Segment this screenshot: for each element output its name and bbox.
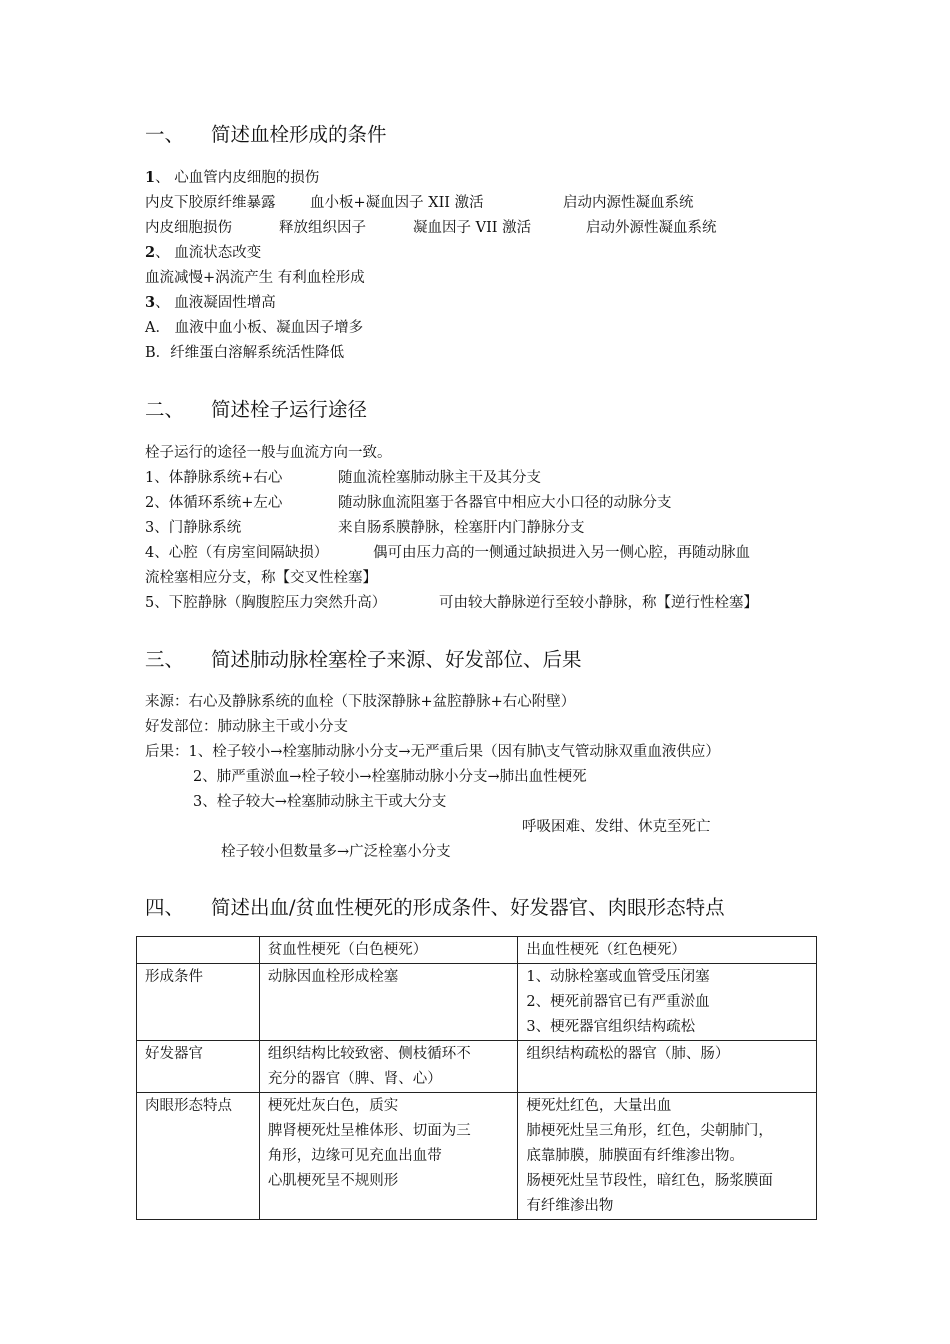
table-row bbox=[137, 964, 817, 1041]
cell-morphology-hemorrhagic: 梗死灶红色，大量出血 肺梗死灶呈三角形，红色，尖朝肺门， 底靠肺膜，肺膜面有纤维渗出物。 肠梗死灶呈节段性，暗红色，肠浆膜面 有纤维渗出物 bbox=[518, 1093, 817, 1220]
cell-morphology-anemic: 梗死灶灰白色，质实 脾肾梗死灶呈椎体形、切面为三 角形，边缘可见充血出血带 心肌梗死呈不规则形 bbox=[259, 1093, 518, 1220]
s1-row-2-col-2: 释放组织因子 bbox=[279, 220, 366, 236]
s1-row-1-col-1: 内皮下胶原纤维暴露 bbox=[145, 195, 276, 211]
s3-result-3-outcome: 呼吸困难、发绀、休克至死亡 bbox=[522, 819, 711, 835]
section-1-heading bbox=[145, 122, 387, 148]
s2-item-4-cont: 流栓塞相应分支，称【交叉性栓塞】 bbox=[145, 570, 377, 586]
section-3-title: 简述肺动脉栓塞栓子来源、好发部位、后果 bbox=[211, 648, 582, 671]
section-4-heading bbox=[145, 895, 725, 921]
section-1-number: 一、 bbox=[145, 123, 185, 146]
s3-source: 来源：右心及静脉系统的血栓（下肢深静脉+盆腔静脉+右心附壁） bbox=[145, 694, 576, 710]
s3-result-1: 后果：1、栓子较小→栓塞肺动脉小分支→无严重后果（因有肺\支气管动脉双重血液供应） bbox=[145, 744, 720, 760]
s3-site: 好发部位：肺动脉主干或小分支 bbox=[145, 719, 348, 735]
infarct-comparison-table bbox=[136, 936, 817, 1220]
section-4-title: 简述出血/贫血性梗死的形成条件、好发器官、肉眼形态特点 bbox=[211, 896, 725, 919]
s1-row-2-col-3: 凝血因子 VII 激活 bbox=[413, 220, 532, 236]
s1-row-2-col-1: 内皮细胞损伤 bbox=[145, 220, 232, 236]
table-row bbox=[137, 1093, 817, 1220]
table-header-empty bbox=[137, 937, 260, 964]
cell-conditions-anemic: 动脉因血栓形成栓塞 bbox=[259, 964, 518, 1041]
s3-result-3: 3、栓子较大→栓塞肺动脉主干或大分支 bbox=[193, 794, 447, 810]
cell-organs-hemorrhagic: 组织结构疏松的器官（肺、肠） bbox=[518, 1041, 817, 1093]
cell-conditions-hemorrhagic: 1、动脉栓塞或血管受压闭塞 2、梗死前器官已有严重淤血 3、梗死器官组织结构疏松 bbox=[518, 964, 817, 1041]
s1-point-1: 1、 心血管内皮细胞的损伤 bbox=[145, 169, 320, 186]
s1-point-2: 2、 血流状态改变 bbox=[145, 244, 262, 261]
section-3-heading bbox=[145, 647, 582, 673]
s1-row-2-col-4: 启动外源性凝血系统 bbox=[586, 220, 717, 236]
table-header-anemic: 贫血性梗死（白色梗死） bbox=[259, 937, 518, 964]
s1-row-1-col-2: 血小板+凝血因子 XII 激活 bbox=[310, 195, 484, 211]
s1-point-2-text: 血流减慢+涡流产生 有利血栓形成 bbox=[145, 270, 365, 286]
section-2-number: 二、 bbox=[145, 398, 185, 421]
section-1-title: 简述血栓形成的条件 bbox=[211, 123, 387, 146]
s1-point-3: 3、 血液凝固性增高 bbox=[145, 294, 276, 311]
s2-intro: 栓子运行的途径一般与血流方向一致。 bbox=[145, 445, 392, 461]
row-label-conditions: 形成条件 bbox=[137, 964, 260, 1041]
s1-point-3-a: A． 血液中血小板、凝血因子增多 bbox=[145, 320, 364, 336]
section-2-title: 简述栓子运行途径 bbox=[211, 398, 368, 421]
table-row bbox=[137, 1041, 817, 1093]
section-2-heading bbox=[145, 397, 367, 423]
row-label-morphology: 肉眼形态特点 bbox=[137, 1093, 260, 1220]
cell-organs-anemic: 组织结构比较致密、侧枝循环不 充分的器官（脾、肾、心） bbox=[259, 1041, 518, 1093]
row-label-organs: 好发器官 bbox=[137, 1041, 260, 1093]
section-4-number: 四、 bbox=[145, 896, 185, 919]
table-header-hemorrhagic: 出血性梗死（红色梗死） bbox=[518, 937, 817, 964]
s1-point-3-b: B．纤维蛋白溶解系统活性降低 bbox=[145, 345, 345, 361]
table-header-row bbox=[137, 937, 817, 964]
s3-result-2: 2、肺严重淤血→栓子较小→栓塞肺动脉小分支→肺出血性梗死 bbox=[193, 769, 587, 785]
s1-row-1-col-3: 启动内源性凝血系统 bbox=[563, 195, 694, 211]
s3-result-4: 栓子较小但数量多→广泛栓塞小分支 bbox=[221, 844, 451, 860]
section-3-number: 三、 bbox=[145, 648, 185, 671]
